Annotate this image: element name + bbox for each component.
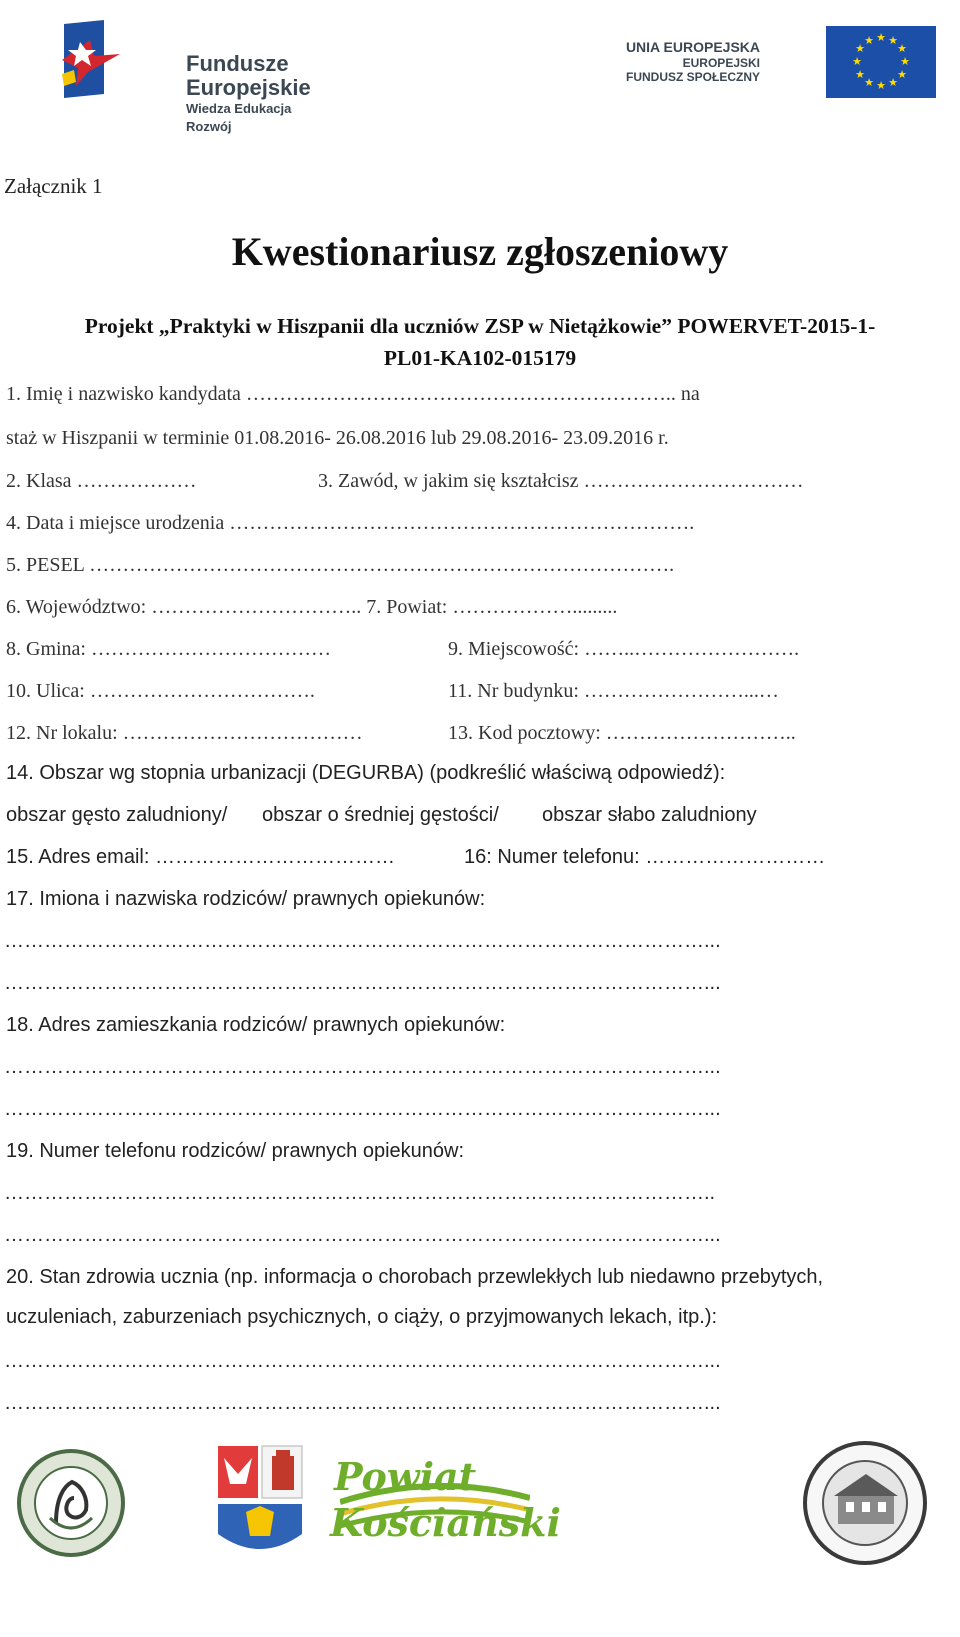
- field-1-name[interactable]: 1. Imię i nazwisko kandydata ……………………………………………………….. na: [6, 383, 700, 405]
- project-subtitle: [0, 310, 960, 374]
- school-seal-icon: [16, 1448, 126, 1558]
- field-10-street[interactable]: 10. Ulica: …………………………….: [6, 680, 315, 702]
- field-18-line1[interactable]: ……………………………………………………………………………………………...: [4, 1056, 721, 1078]
- powiat-line1: Powiat: [334, 1454, 477, 1499]
- fe-line3: Wiedza Edukacja Rozwój: [186, 101, 292, 134]
- field-19-parents-phone: 19. Numer telefonu rodziców/ prawnych opiekunów:: [6, 1140, 465, 1162]
- field-13-postcode[interactable]: 13. Kod pocztowy: ………………………..: [448, 722, 796, 744]
- degurba-option-dense[interactable]: obszar gęsto zaludniony/: [6, 804, 228, 826]
- field-17-line2[interactable]: ……………………………………………………………………………………………...: [4, 972, 721, 994]
- ue-line2: EUROPEJSKI: [682, 56, 760, 70]
- field-9-locality[interactable]: 9. Miejscowość: ……..…………………….: [448, 638, 800, 660]
- field-11-building[interactable]: 11. Nr budynku: ……………………...…: [448, 680, 779, 702]
- field-18-line2[interactable]: ……………………………………………………………………………………………...: [4, 1098, 721, 1120]
- field-18-parents-address: 18. Adres zamieszkania rodziców/ prawnych opiekunów:: [6, 1014, 506, 1036]
- project-line1: Projekt „Praktyki w Hiszpanii dla uczniów ZSP w Nietążkowie” POWERVET-2015-1-: [84, 314, 876, 338]
- svg-text:★: ★: [864, 34, 874, 47]
- coat-of-arms-icon: [216, 1444, 306, 1564]
- footer-logos: [0, 1454, 960, 1637]
- field-20-health-cont: uczuleniach, zaburzeniach psychicznych, o ciąży, o przyjmowanych lekach, itp.):: [6, 1306, 718, 1328]
- logo-header: [0, 0, 960, 134]
- svg-text:★: ★: [897, 42, 907, 55]
- page-title: Kwestionariusz zgłoszeniowy: [231, 229, 729, 274]
- svg-text:★: ★: [900, 55, 910, 68]
- attachment-label: Załącznik 1: [4, 174, 103, 198]
- powiat-koscianski-logo: [330, 1454, 561, 1564]
- project-line2: PL01-KA102-015179: [383, 346, 577, 370]
- svg-text:★: ★: [888, 34, 898, 47]
- field-17-parents: 17. Imiona i nazwiska rodziców/ prawnych opiekunów:: [6, 888, 486, 910]
- field-2-class[interactable]: 2. Klasa ………………: [6, 470, 197, 492]
- field-15-email[interactable]: 15. Adres email: ………………………………: [6, 846, 395, 868]
- field-20-line2[interactable]: ……………………………………………………………………………………………...: [4, 1392, 721, 1414]
- eu-flag-icon: [826, 26, 936, 98]
- field-12-flat[interactable]: 12. Nr lokalu: ………………………………: [6, 722, 363, 744]
- field-8-commune[interactable]: 8. Gmina: ………………………………: [6, 638, 331, 660]
- field-14-degurba: 14. Obszar wg stopnia urbanizacji (DEGURBA) (podkreślić właściwą odpowiedź):: [6, 762, 726, 784]
- field-4-birth[interactable]: 4. Data i miejsce urodzenia …………………………………………………………….: [6, 512, 695, 534]
- svg-text:★: ★: [897, 68, 907, 81]
- field-16-phone[interactable]: 16: Numer telefonu: ………………………: [464, 846, 826, 868]
- svg-text:★: ★: [855, 42, 865, 55]
- svg-text:★: ★: [855, 68, 865, 81]
- svg-text:★: ★: [888, 76, 898, 89]
- ue-line3: FUNDUSZ SPOŁECZNY: [625, 70, 760, 84]
- school-building-seal-icon: [800, 1438, 930, 1568]
- field-19-line2[interactable]: ……………………………………………………………………………………………...: [4, 1224, 721, 1246]
- svg-text:★: ★: [876, 79, 886, 92]
- field-20-line1[interactable]: ……………………………………………………………………………………………...: [4, 1350, 721, 1372]
- svg-text:★: ★: [852, 55, 862, 68]
- field-6-7-region[interactable]: 6. Województwo: ………………………….. 7. Powiat: ……………….........: [6, 596, 618, 618]
- powiat-line2: Kościański: [330, 1500, 561, 1545]
- fe-line2: Europejskie: [186, 75, 311, 100]
- field-17-line1[interactable]: ……………………………………………………………………………………………...: [4, 930, 721, 952]
- degurba-option-medium[interactable]: obszar o średniej gęstości/: [262, 804, 499, 826]
- fe-line1: Fundusze: [186, 51, 289, 76]
- svg-text:★: ★: [876, 31, 886, 44]
- svg-text:★: ★: [864, 76, 874, 89]
- fe-star-icon: [60, 20, 120, 98]
- field-5-pesel[interactable]: 5. PESEL …………………………………………………………………………….: [6, 554, 675, 576]
- degurba-option-sparse[interactable]: obszar słabo zaludniony: [542, 804, 757, 826]
- field-3-profession[interactable]: 3. Zawód, w jakim się kształcisz ……………………………: [318, 470, 804, 492]
- fundusze-europejskie-logo: [60, 20, 311, 134]
- field-1-term: staż w Hiszpanii w terminie 01.08.2016- 26.08.2016 lub 29.08.2016- 23.09.2016 r.: [6, 427, 669, 449]
- field-19-line1[interactable]: ……………………………………………………………………………………………..: [4, 1182, 716, 1204]
- ue-text-block: [626, 38, 760, 84]
- ue-line1: UNIA EUROPEJSKA: [625, 39, 760, 55]
- field-20-health: 20. Stan zdrowia ucznia (np. informacja o chorobach przewlekłych lub niedawno przebytych,: [6, 1266, 824, 1288]
